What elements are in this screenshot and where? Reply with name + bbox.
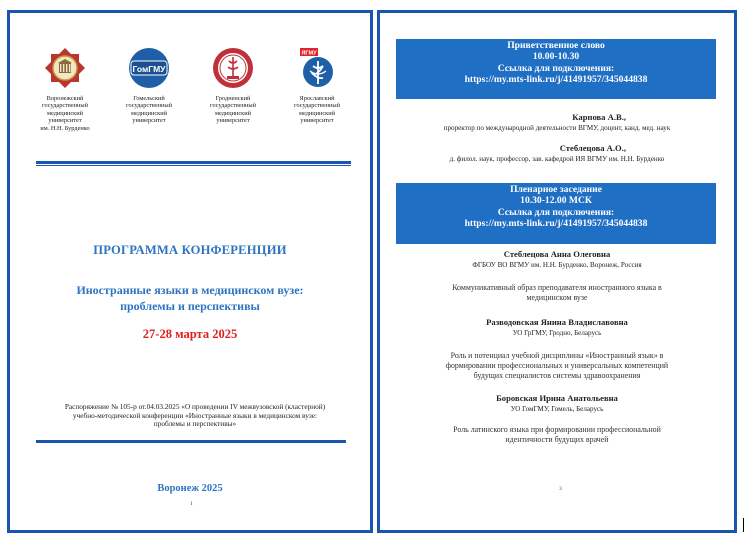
order-reference: Распоряжение № 105-р от.04.03.2025 «О проведении IV межвузовской (кластерной) учебно-методической конференции «Иностранные языки в медицинском вузе: проблемы и перспективы» [64, 402, 326, 429]
yagmu-logo-icon [296, 47, 338, 89]
bottom-divider [36, 440, 346, 443]
city-year: Воронеж 2025 [157, 483, 223, 494]
plenary-banner: Пленарное заседание 10.30-12.00 МСК Ссылка для подключения: https://my.mts-link.ru/j/41491957/345044838 [396, 183, 716, 244]
welcome-speaker [390, 112, 724, 132]
top-divider [36, 161, 351, 166]
vgmu-emblem-icon [44, 47, 86, 89]
plenary-talk [390, 317, 724, 337]
university-vgmu [28, 47, 102, 132]
gomgmu-logo-icon [128, 47, 170, 89]
speaker-name: Стеблецова А.О., [559, 143, 626, 153]
svg-text:ГомГМУ: ГомГМУ [132, 64, 166, 74]
welcome-banner: Приветственное слово 10.00-10.30 Ссылка для подключения: https://my.mts-link.ru/j/41491957/345044838 [396, 39, 716, 99]
talk-topic: Роль латинского языка при формировании профессиональной идентичности будущих врачей [453, 425, 661, 444]
speaker-affiliation: УО ГрГМУ, Гродно, Беларусь [512, 329, 602, 337]
page-number-left: 1 [190, 501, 193, 507]
speaker-name: Боровская Ирина Анатольевна [496, 393, 618, 403]
program-page-right [377, 10, 737, 533]
university-gomgmu [112, 47, 186, 125]
speaker-name: Карпова А.В., [572, 112, 626, 122]
welcome-link[interactable]: https://my.mts-link.ru/j/41491957/345044838 [464, 73, 648, 85]
vgmu-caption: Воронежский государственный медицинский университет им. Н.Н. Бурденко [40, 95, 90, 132]
gomgmu-caption: Гомельский государственный медицинский университет [126, 95, 172, 125]
svg-text:ЯГМУ: ЯГМУ [301, 50, 317, 57]
grgmu-emblem-icon [212, 47, 254, 89]
talk-topic: Роль и потенциал учебной дисциплины «Иностранный язык» в формировании профессиональных и универсальных компетенций будущих специалистов системы здравоохранения [445, 351, 669, 380]
page-number-right: 3 [559, 486, 562, 492]
speaker-affiliation: УО ГомГМУ, Гомель, Беларусь [510, 405, 604, 413]
program-page-left [7, 10, 373, 533]
yagmu-caption: Ярославский государственный медицинский университет [294, 95, 340, 125]
welcome-speaker [390, 143, 724, 163]
plenary-link[interactable]: https://my.mts-link.ru/j/41491957/345044838 [464, 217, 648, 229]
conference-title: Иностранные языки в медицинском вузе: проблемы и перспективы [76, 283, 304, 313]
talk-topic: Коммуникативный образ преподавателя иностранного языка в медицинском вузе [452, 283, 662, 302]
program-title: ПРОГРАММА КОНФЕРЕНЦИИ [93, 243, 287, 257]
speaker-name: Стеблецова Анна Олеговна [503, 249, 611, 259]
speaker-affiliation: ФГБОУ ВО ВГМУ им. Н.Н. Бурденко, Воронеж, Россия [472, 261, 642, 269]
speaker-affiliation: д. филол. наук, профессор, зав. кафедрой ИЯ ВГМУ им. Н.Н. Бурденко [449, 155, 665, 163]
plenary-talk [390, 393, 724, 413]
page-edge-mark [743, 518, 744, 532]
grgmu-caption: Гродненский государственный медицинский университет [210, 95, 256, 125]
university-grgmu [196, 47, 270, 125]
conference-dates: 27-28 марта 2025 [142, 327, 238, 341]
university-yagmu [280, 47, 354, 125]
speaker-affiliation: проректор по международной деятельности ВГМУ, доцент, канд. мед. наук [443, 124, 671, 132]
speaker-name: Разводовская Янина Владиславовна [486, 317, 628, 327]
university-logos [28, 47, 358, 157]
plenary-talk [390, 249, 724, 269]
